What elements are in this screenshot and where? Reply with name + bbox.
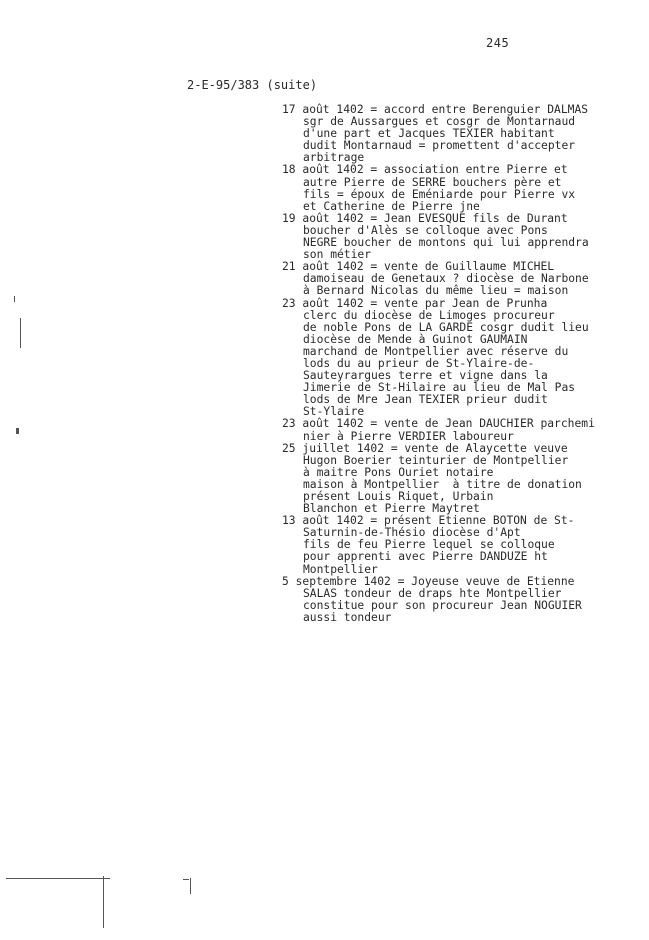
entry-line: de noble Pons de LA GARDE cosgr dudit lieu — [303, 320, 589, 334]
entry-date: 25 juillet 1402 — [282, 441, 385, 455]
entry-date: 19 août 1402 — [282, 211, 364, 225]
entry-line: arbitrage — [303, 151, 365, 165]
entry-first-line — [282, 298, 642, 310]
entry-line: Blanchon et Pierre Maytret — [303, 502, 480, 516]
page-number: 245 — [486, 36, 510, 50]
entry — [282, 515, 642, 575]
entry-first-line — [282, 576, 642, 588]
entry-line: maison à Montpellier à titre de donation — [303, 477, 582, 491]
entry-line: pour apprenti avec Pierre DANDUZE ht — [303, 550, 548, 564]
entry-line: clerc du diocèse de Limoges procureur — [303, 308, 555, 322]
scan-mark-left-2 — [20, 318, 21, 348]
entry-text: = association entre Pierre et — [363, 163, 568, 177]
entry-line: à Bernard Nicolas du même lieu = maison — [303, 284, 569, 298]
entry — [282, 261, 642, 297]
entry-text: = Joyeuse veuve de Etienne — [390, 574, 575, 588]
entry-line: sgr de Aussargues et cosgr de Montarnaud — [303, 115, 576, 129]
scan-mark-bottom-vertical — [103, 876, 104, 928]
entry-first-line — [282, 443, 642, 455]
entry-line: son métier — [303, 248, 372, 262]
entry-line: aussi tondeur — [303, 610, 392, 624]
entry-line: lods du au prieur de St-Ylaire-de- — [303, 356, 535, 370]
entry — [282, 298, 642, 419]
scan-mark-bottom-tick — [190, 878, 191, 894]
entry-line: à maitre Pons Ouriet notaire — [303, 465, 494, 479]
entry-date: 23 août 1402 — [282, 296, 364, 310]
entry-line: fils de feu Pierre lequel se colloque — [303, 538, 555, 552]
entry — [282, 104, 642, 164]
entry-date: 21 août 1402 — [282, 260, 364, 274]
entries-list — [282, 104, 642, 624]
entry-line: constitue pour son procureur Jean NOGUIER — [303, 598, 582, 612]
entry — [282, 443, 642, 516]
entry-text: = accord entre Berenguier DALMAS — [363, 103, 589, 116]
entry-date: 17 août 1402 — [282, 103, 364, 116]
entry-line: nier à Pierre VERDIER laboureur — [303, 429, 514, 443]
scan-mark-left-3 — [16, 428, 19, 434]
entry-line: et Catherine de Pierre jne — [303, 199, 480, 213]
entry-date: 18 août 1402 — [282, 163, 364, 177]
entry-line: diocèse de Mende à Guinot GAUMAIN — [303, 332, 528, 346]
entry-line: autre Pierre de SERRE bouchers père et — [303, 175, 562, 189]
entry — [282, 213, 642, 261]
entry — [282, 164, 642, 212]
entry-line: Hugon Boerier teinturier de Montpellier — [303, 453, 569, 467]
entry-line: Jimerie de St-Hilaire au lieu de Mal Pas — [303, 381, 576, 395]
entry-text: = vente de Guillaume MICHEL — [363, 260, 555, 274]
entry-line: St-Ylaire — [303, 405, 365, 419]
entry-line: dudit Montarnaud = promettent d'accepter — [303, 139, 576, 153]
entry-line: boucher d'Alès se colloque avec Pons — [303, 223, 548, 237]
entry-line: SALAS tondeur de draps hte Montpellier — [303, 586, 562, 600]
entry-text: = vente de Alaycette veuve — [384, 441, 568, 455]
entry-date: 13 août 1402 — [282, 514, 364, 528]
archive-reference: 2-E-95/383 (suite) — [187, 78, 318, 92]
entry-line: fils = époux de Eméniarde pour Pierre vx — [303, 187, 576, 201]
entry-text: = vente de Jean DAUCHIER parchemi — [363, 417, 595, 431]
entry-date: 23 août 1402 — [282, 417, 364, 431]
entry-line: lods de Mre Jean TEXIER prieur dudit — [303, 393, 548, 407]
entry-line: d'une part et Jacques TEXIER habitant — [303, 127, 555, 141]
entry-date: 5 septembre 1402 — [282, 574, 391, 588]
scan-mark-bottom-line — [6, 878, 110, 879]
entry-text: = Jean EVESQUE fils de Durant — [363, 211, 568, 225]
entry-line: Montpellier — [303, 562, 378, 576]
entry-line: Sauteyrargues terre et vigne dans la — [303, 369, 548, 383]
entry-line: marchand de Montpellier avec réserve du — [303, 344, 569, 358]
entry — [282, 576, 642, 624]
entry-text: = présent Etienne BOTON de St- — [363, 514, 575, 528]
entry-line: NEGRE boucher de montons qui lui apprendra — [303, 236, 589, 250]
entry-line: présent Louis Riquet, Urbain — [303, 490, 494, 503]
entry-first-line — [282, 418, 642, 430]
scan-mark-left-1 — [14, 296, 15, 302]
entry-text: = vente par Jean de Prunha — [363, 296, 548, 310]
entry — [282, 418, 642, 442]
entry-line: Saturnin-de-Thésio diocèse d'Apt — [303, 526, 521, 540]
entry-line: damoiseau de Genetaux ? diocèse de Narbone — [303, 272, 589, 286]
scan-mark-bottom-dash — [183, 879, 189, 880]
entry-first-line — [282, 164, 642, 176]
